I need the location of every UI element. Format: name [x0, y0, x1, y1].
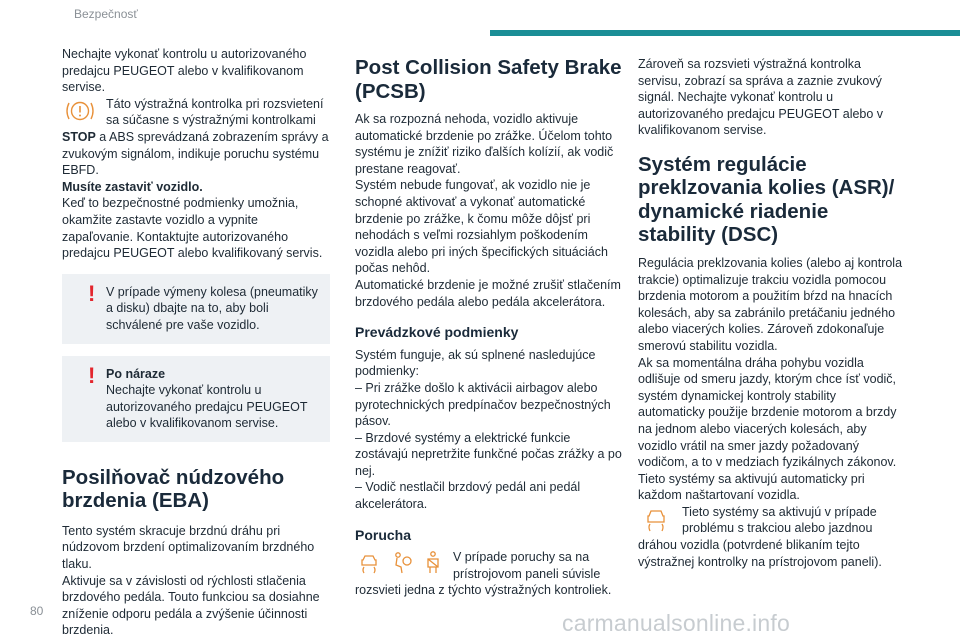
note-text: V prípade výmeny kolesa (pneumatiky a disku) dbajte na to, aby boli schválené pre vaše vozidlo. — [106, 284, 318, 332]
fault-block — [355, 549, 623, 599]
note-title: Po náraze — [106, 366, 166, 381]
paragraph-conditions: Systém funguje, ak sú splnené nasledujúce podmienky: – Pri zrážke došlo k aktivácii airbagov alebo pyrotechnických predpínačov bezpečnostných pásov. – Brzdové systémy a elektrické funkcie zostávajú nepretržite funkčné počas zrážky a po nej. – Vodič nestlačil brzdový pedál ani pedál akcelerátora. — [355, 347, 622, 512]
note-text: Nechajte vykonať kontrolu u autorizovaného predajcu PEUGEOT alebo v kvalifikovanom servise. — [106, 383, 308, 431]
warn-stop: STOP — [62, 129, 96, 144]
exclamation-icon: ! — [88, 362, 96, 388]
heading-fault: Porucha — [355, 526, 412, 543]
skid-control-text: Tieto systémy sa aktivujú v prípade problému s trakciou alebo jazdnou dráhou vozidla (potvrdené blikaním tejto výstražnej kontrolky na prístrojovom paneli). — [638, 504, 882, 569]
warn-text-1: Táto výstražná kontrolka pri rozsvietení sa súčasne s výstražnými kontrolkami — [106, 96, 324, 128]
must-stop: Musíte zastaviť vozidlo. — [62, 179, 203, 194]
column-3 — [638, 46, 906, 570]
fault-text: V prípade poruchy sa na prístrojovom paneli súvisle rozsvieti jedna z týchto výstražných kontroliek. — [355, 550, 612, 598]
paragraph-asr-dsc: Regulácia preklzovania kolies (alebo aj kontrola trakcie) optimalizuje trakciu vozidla pomocou brzdenia motorom a použitím bŕzd na hnacích kolesách, aby sa zabránilo pretáčaniu jedného alebo viacerých kolies. Zároveň zdokonaľuje smerovú stabilitu vozidla. Ak sa momentálna dráha pohybu vozidla odlišuje od smeru jazdy, ktorým chce ísť vodič, systém dynamickej kontroly stability automaticky použije brzdenie motorom a brzdy na jednom alebo viacerých kolesách, aby vozidlo vrátil na smer jazdy požadovaný vodičom, a to v medziach fyzikálnych zákonov. Tieto systémy sa aktivujú automaticky pri každom naštartovaní vozidla. — [638, 255, 903, 503]
airbag-warning-icon — [387, 549, 415, 577]
section-title: Bezpečnosť — [74, 7, 138, 21]
brake-warning-icon — [62, 96, 98, 126]
heading-asr-dsc: Systém regulácie preklzovania kolies (ASR)/ dynamické riadenie stability (DSC) — [638, 152, 895, 247]
exclamation-icon: ! — [88, 280, 96, 306]
skid-control-icon — [638, 504, 674, 534]
page-number: 80 — [30, 604, 44, 618]
skid-warning-icon — [355, 549, 383, 577]
warn-text-2: a ABS sprevádzaná zobrazením správy a zvukovým signálom, indikuje poruchu systému EBFD. — [62, 129, 329, 178]
paragraph-service-lamp: Zároveň sa rozsvieti výstražná kontrolka servisu, zobrazí sa správa a zaznie zvukový signál. Nechajte vykonať kontrolu u autorizovaného predajcu PEUGEOT alebo v kvalifikovanom servise. — [638, 57, 884, 138]
paragraph-eba: Tento systém skracuje brzdnú dráhu pri núdzovom brzdení optimalizovaním brzdného tlaku. Aktivuje sa v závislosti od rýchlosti stlačenia brzdového pedála. Touto funkciou sa dosiahne zníženie odporu pedála a zvýšenie účinnosti brzdenia. — [62, 523, 320, 638]
paragraph-pcsb: Ak sa rozpozná nehoda, vozidlo aktivuje automatické brzdenie po zrážke. Účelom tohto systému je znížiť riziko ďalších kolízií, ak vodič prestane reagovať. Systém nebude fungovať, ak vozidlo nie je schopné aktivovať a vykonať automatické brzdenie po zrážke, k čomu môže dôjsť pri nehodách s veľmi rozsiahlym poškodením vozidla alebo pri iných špecifických situáciách počas nehôd. Automatické brzdenie je možné zrušiť stlačením brzdového pedála alebo pedála akcelerátora. — [355, 112, 621, 309]
paragraph-stop-instructions: Keď to bezpečnostné podmienky umožnia, okamžite zastavte vozidlo a vypnite zapaľovanie. Kontaktujte autorizovaného predajcu PEUGEOT alebo kvalifikovaný servis. — [62, 196, 323, 261]
heading-conditions: Prevádzkové podmienky — [355, 324, 519, 341]
heading-eba: Posilňovač núdzového brzdenia (EBA) — [62, 465, 285, 513]
paragraph-inspection: Nechajte vykonať kontrolu u autorizovaného predajcu PEUGEOT alebo v kvalifikovanom servise. — [62, 47, 307, 95]
column-2 — [355, 46, 623, 599]
note-wheel-change — [62, 274, 330, 344]
skid-control-block — [638, 504, 906, 570]
note-after-impact — [62, 356, 330, 442]
fault-icons — [355, 549, 447, 577]
seatbelt-warning-icon — [419, 549, 447, 577]
column-1 — [62, 46, 330, 639]
heading-pcsb: Post Collision Safety Brake (PCSB) — [355, 56, 622, 103]
watermark: carmanualsonline.info — [562, 610, 790, 636]
brake-warning-block — [62, 96, 330, 179]
header-accent-bar — [490, 30, 960, 36]
